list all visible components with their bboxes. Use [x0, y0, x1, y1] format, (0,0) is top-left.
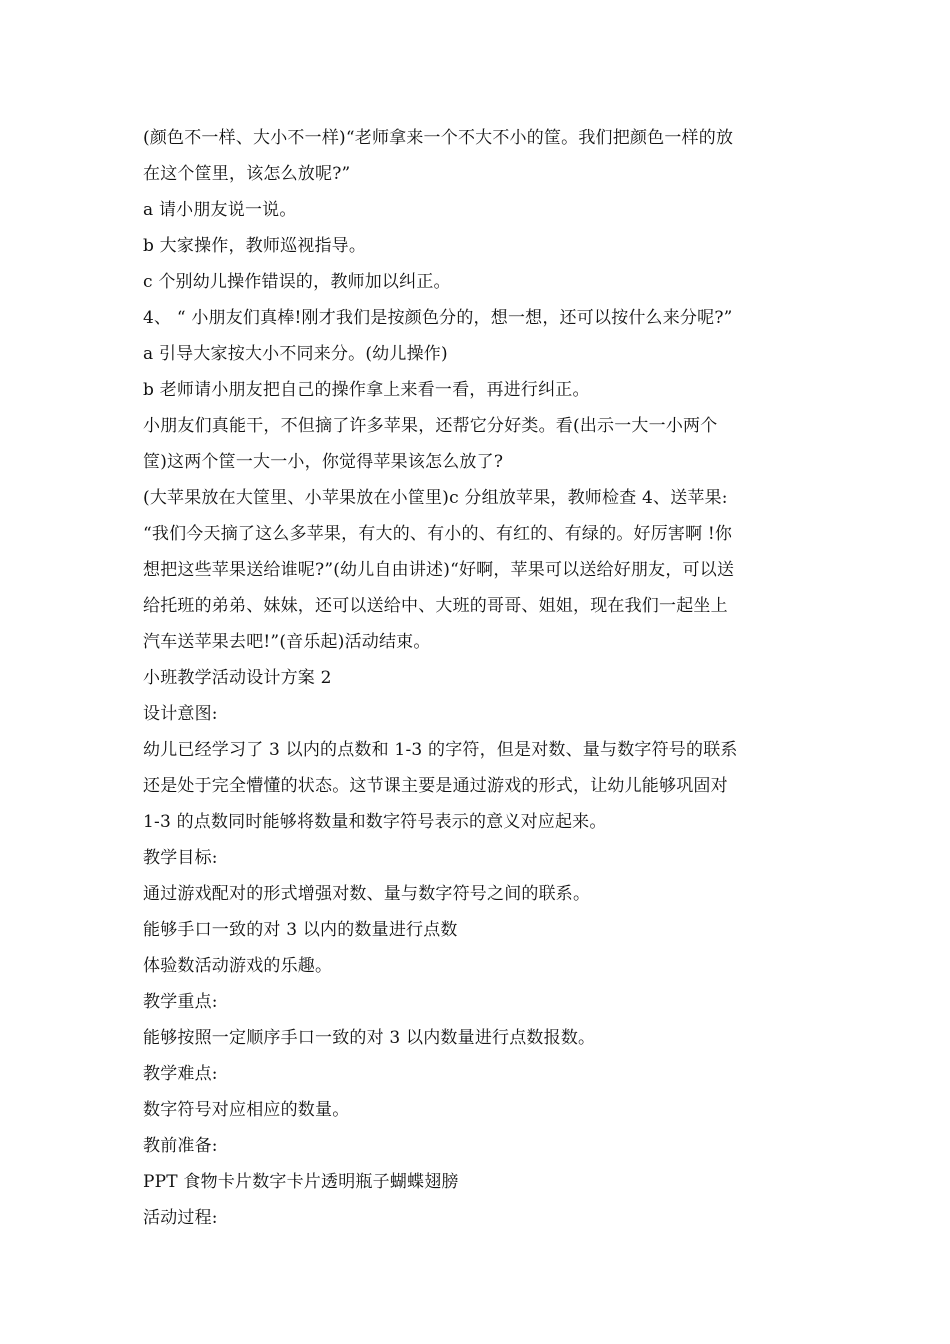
text-line: 还是处于完全懵懂的状态。这节课主要是通过游戏的形式，让幼儿能够巩固对 [143, 776, 728, 796]
text-line: 幼儿已经学习了 3 以内的点数和 1-3 的字符，但是对数、量与数字符号的联系 [143, 740, 738, 760]
text-line: 汽车送苹果去吧!”(音乐起)活动结束。 [143, 632, 431, 652]
text-line: (大苹果放在大筐里、小苹果放在小筐里)c 分组放苹果，教师检查 4、送苹果: [143, 488, 728, 508]
subheading: 教前准备: [143, 1136, 218, 1156]
text-line: 能够手口一致的对 3 以内的数量进行点数 [143, 920, 458, 940]
text-line: 4、 “ 小朋友们真棒!刚才我们是按颜色分的，想一想，还可以按什么来分呢?” [143, 308, 733, 328]
subheading: 活动过程: [143, 1208, 218, 1228]
text-line: 通过游戏配对的形式增强对数、量与数字符号之间的联系。 [143, 884, 591, 904]
text-line: 小朋友们真能干，不但摘了许多苹果，还帮它分好类。看(出示一大一小两个 [143, 416, 718, 436]
text-line: 1-3 的点数同时能够将数量和数字符号表示的意义对应起来。 [143, 812, 607, 832]
text-line: PPT 食物卡片数字卡片透明瓶子蝴蝶翅膀 [143, 1172, 459, 1192]
text-line: (颜色不一样、大小不一样)“老师拿来一个不大不小的筐。我们把颜色一样的放 [143, 128, 734, 148]
subheading: 设计意图: [143, 704, 218, 724]
text-line: 给托班的弟弟、妹妹，还可以送给中、大班的哥哥、姐姐，现在我们一起坐上 [143, 596, 728, 616]
text-line: a 引导大家按大小不同来分。(幼儿操作) [143, 344, 448, 364]
text-line: “我们今天摘了这么多苹果，有大的、有小的、有红的、有绿的。好厉害啊 !你 [143, 524, 733, 544]
text-line: 能够按照一定顺序手口一致的对 3 以内数量进行点数报数。 [143, 1028, 596, 1048]
text-line: b 老师请小朋友把自己的操作拿上来看一看，再进行纠正。 [143, 380, 590, 400]
subheading: 教学难点: [143, 1064, 218, 1084]
text-line: 体验数活动游戏的乐趣。 [143, 956, 333, 976]
text-line: a 请小朋友说一说。 [143, 200, 297, 220]
text-line: 数字符号对应相应的数量。 [143, 1100, 350, 1120]
subheading: 教学目标: [143, 848, 218, 868]
subheading: 教学重点: [143, 992, 218, 1012]
text-line: b 大家操作，教师巡视指导。 [143, 236, 367, 256]
text-line: 筐)这两个筐一大一小，你觉得苹果该怎么放了? [143, 452, 504, 472]
section-heading: 小班教学活动设计方案 2 [143, 668, 332, 688]
text-line: 想把这些苹果送给谁呢?”(幼儿自由讲述)“好啊，苹果可以送给好朋友，可以送 [143, 560, 735, 580]
text-line: 在这个筐里，该怎么放呢?” [143, 164, 351, 184]
text-line: c 个别幼儿操作错误的，教师加以纠正。 [143, 272, 451, 292]
document-body [143, 120, 811, 1236]
